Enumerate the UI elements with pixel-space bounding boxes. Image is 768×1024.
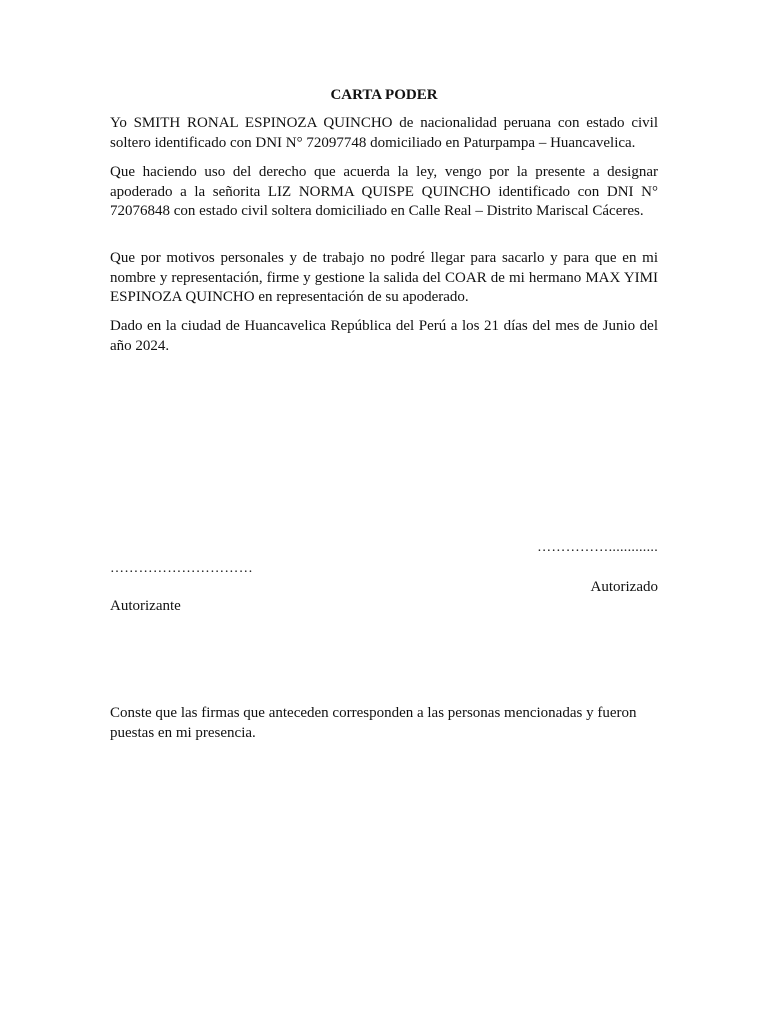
paragraph-designation: Que haciendo uso del derecho que acuerda la ley, vengo por la presente a designar apoderado a la señorita LIZ NORMA QUISPE QUINCHO identificado con DNI N° 72076848 con estado civil soltera domiciliado en Calle Real – Distrito Mariscal Cáceres.	[110, 164, 658, 219]
signature-line-authorized: …………….............	[537, 540, 658, 555]
paragraph-closing-attestation: Conste que las firmas que anteceden corresponden a las personas mencionadas y fueron puestas en mi presencia.	[110, 705, 637, 741]
signature-line-grantor: …………………………	[110, 561, 253, 576]
paragraph-purpose: Que por motivos personales y de trabajo no podré llegar para sacarlo y para que en mi nombre y representación, firme y gestione la salida del COAR de mi hermano MAX YIMI ESPINOZA QUINCHO en representación de su apoderado.	[110, 250, 658, 305]
document-title: CARTA PODER	[330, 87, 438, 103]
paragraph-date-place: Dado en la ciudad de Huancavelica República del Perú a los 21 días del mes de Junio del año 2024.	[110, 318, 658, 354]
paragraph-grantor: Yo SMITH RONAL ESPINOZA QUINCHO de nacionalidad peruana con estado civil soltero identificado con DNI N° 72097748 domiciliado en Paturpampa – Huancavelica.	[110, 115, 658, 151]
signature-label-grantor: Autorizante	[110, 598, 181, 614]
signature-label-authorized: Autorizado	[590, 579, 658, 595]
